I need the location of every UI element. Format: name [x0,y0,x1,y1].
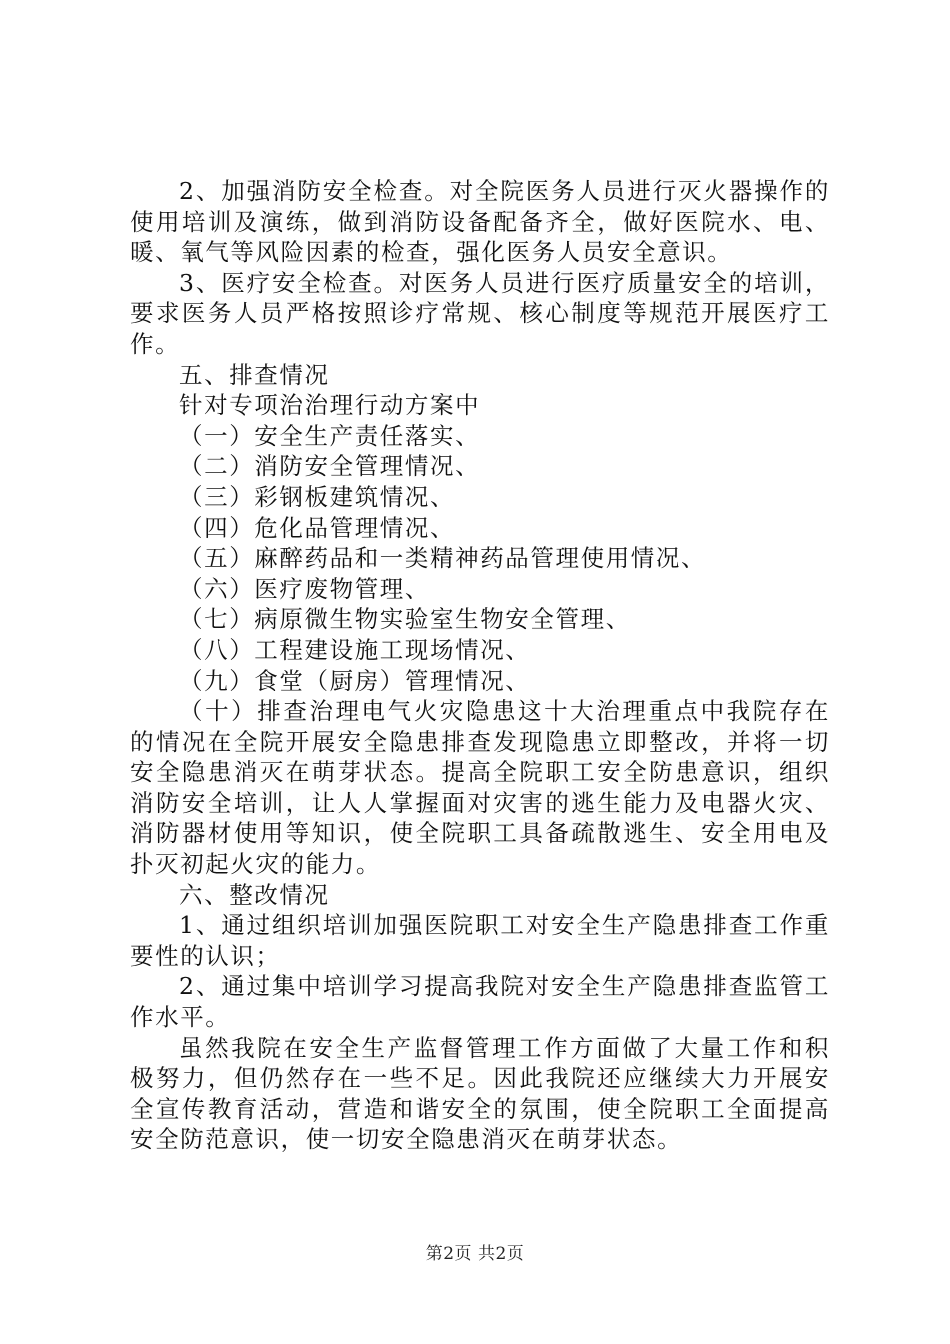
list-item-5: （五）麻醉药品和一类精神药品管理使用情况、 [179,544,707,573]
list-item-6: （六）医疗废物管理、 [179,574,430,603]
paragraph-rectification-2: 2、通过集中培训学习提高我院对安全生产隐患排查监管工作水平。 [130,972,830,1032]
list-item-1: （一）安全生产责任落实、 [179,421,481,450]
paragraph-rectification-1: 1、通过组织培训加强医院职工对安全生产隐患排查工作重要性的认识； [130,911,830,970]
paragraph-medical-safety-check: 3、医疗安全检查。对医务人员进行医疗质量安全的培训，要求医务人员严格按照诊疗常规、核心制度等规范开展医疗工作。 [130,268,830,358]
list-item-8: （八）工程建设施工现场情况、 [179,635,531,664]
paragraph-fire-safety-check: 2、加强消防安全检查。对全院医务人员进行灭火器操作的使用培训及演练，做到消防设备配备齐全，做好医院水、电、暖、氧气等风险因素的检查，强化医务人员安全意识。 [130,177,830,267]
list-item-4: （四）危化品管理情况、 [179,513,456,542]
paragraph-conclusion: 虽然我院在安全生产监督管理工作方面做了大量工作和积极努力，但仍然存在一些不足。因此我院还应继续大力开展安全宣传教育活动，营造和谐安全的氛围，使全院职工全面提高安全防范意识，使一切安全隐患消灭在萌芽状态。 [130,1033,830,1154]
list-item-9: （九）食堂（厨房）管理情况、 [179,666,531,695]
list-item-7: （七）病原微生物实验室生物安全管理、 [179,605,631,634]
section-heading-investigation: 五、排查情况 [179,360,330,389]
document-body [130,176,830,1155]
page-number-label: 第2页 共2页 [425,1244,525,1264]
list-item-3: （三）彩钢板建筑情况、 [179,482,456,511]
paragraph-investigation-intro: 针对专项治治理行动方案中 [179,391,481,420]
section-heading-rectification: 六、整改情况 [179,880,330,909]
list-item-2: （二）消防安全管理情况、 [179,452,481,481]
list-item-10: （十）排查治理电气火灾隐患这十大治理重点中我院存在的情况在全院开展安全隐患排查发现隐患立即整改，并将一切安全隐患消灭在萌芽状态。提高全院职工安全防患意识，组织消防安全培训，让人人掌握面对灾害的逃生能力及电器火灾、消防器材使用等知识，使全院职工具备疏散逃生、安全用电及扑灭初起火灾的能力。 [130,697,830,879]
page-footer [0,1243,950,1265]
